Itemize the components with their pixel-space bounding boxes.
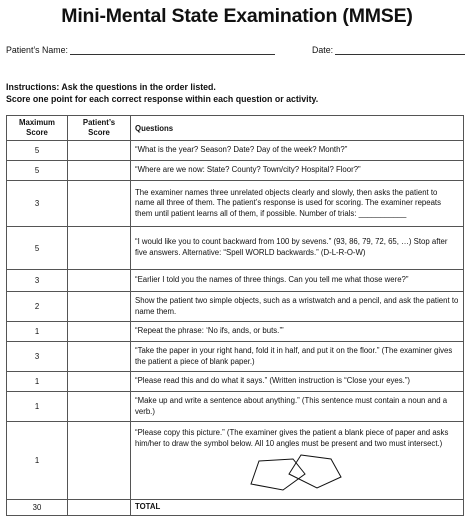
date-field[interactable] [312,45,465,55]
total-label: TOTAL [131,500,464,516]
patient-score-cell[interactable] [68,392,131,422]
pentagon-right [289,455,341,488]
max-score-cell: 5 [7,161,68,181]
header-patient-score: Patient’s Score [68,116,131,141]
max-score-cell: 1 [7,392,68,422]
max-score-cell: 2 [7,292,68,322]
instructions-line-2: Score one point for each correct response within each question or activity. [6,94,319,104]
table-row [7,372,464,392]
pentagon-left [251,459,305,490]
instructions-line-1: Instructions: Ask the questions in the order listed. [6,82,216,92]
table-row [7,141,464,161]
patient-score-cell[interactable] [68,342,131,372]
total-row [7,500,464,516]
question-cell: “Please read this and do what it says.” (Written instruction is “Close your eyes.”) [131,372,464,392]
table-row [7,227,464,270]
patient-name-field[interactable] [6,45,275,55]
patient-score-cell[interactable] [68,141,131,161]
max-score-cell: 5 [7,141,68,161]
patient-score-cell[interactable] [68,372,131,392]
mmse-table [6,115,464,516]
question-cell: “Repeat the phrase: ‘No ifs, ands, or buts.’” [131,322,464,342]
question-cell: “Where are we now: State? County? Town/city? Hospital? Floor?” [131,161,464,181]
intersecting-pentagons-figure [245,452,349,492]
max-score-cell: 5 [7,227,68,270]
date-label: Date: [312,45,334,55]
question-cell: Show the patient two simple objects, such as a wristwatch and a pencil, and ask the patient to name them. [131,292,464,322]
patient-name-label: Patient’s Name: [6,45,68,55]
max-score-cell: 1 [7,422,68,500]
total-patient-score-cell[interactable] [68,500,131,516]
max-score-cell: 1 [7,322,68,342]
table-row [7,292,464,322]
table-row [7,270,464,292]
header-questions: Questions [131,116,464,141]
question-cell: “Earlier I told you the names of three things. Can you tell me what those were?” [131,270,464,292]
patient-name-line[interactable] [70,45,275,55]
question-cell: The examiner names three unrelated objects clearly and slowly, then asks the patient to name all three of them. The patient’s response is used for scoring. The examiner repeats them until patient learns all of them, if possible. Number of trials: ___________ [131,181,464,227]
page-title: Mini-Mental State Examination (MMSE) [61,5,413,27]
max-score-cell: 3 [7,342,68,372]
instructions [6,81,318,105]
table-row [7,342,464,372]
question-cell [131,422,464,500]
patient-score-cell[interactable] [68,422,131,500]
header-max-score: Maximum Score [7,116,68,141]
question-cell: “What is the year? Season? Date? Day of the week? Month?” [131,141,464,161]
table-row [7,322,464,342]
total-max-score-cell: 30 [7,500,68,516]
max-score-cell: 1 [7,372,68,392]
patient-score-cell[interactable] [68,161,131,181]
table-row [7,181,464,227]
question-cell: “I would like you to count backward from 100 by sevens.” (93, 86, 79, 72, 65, …) Stop after five answers. Alternative: “Spell WORLD backwards.” (D-L-R-O-W) [131,227,464,270]
patient-score-cell[interactable] [68,292,131,322]
patient-score-cell[interactable] [68,227,131,270]
table-row [7,161,464,181]
table-row [7,422,464,500]
question-text: “Please copy this picture.” (The examiner gives the patient a blank piece of paper and asks him/her to draw the symbol below. All 10 angles must be present and two must intersect.) [135,427,449,448]
patient-score-cell[interactable] [68,181,131,227]
question-cell: “Take the paper in your right hand, fold it in half, and put it on the floor.” (The examiner gives the patient a piece of blank paper.) [131,342,464,372]
max-score-cell: 3 [7,181,68,227]
max-score-cell: 3 [7,270,68,292]
table-row [7,392,464,422]
patient-score-cell[interactable] [68,322,131,342]
patient-score-cell[interactable] [68,270,131,292]
date-line[interactable] [335,45,465,55]
table-header-row [7,116,464,141]
question-cell: “Make up and write a sentence about anything.” (This sentence must contain a noun and a verb.) [131,392,464,422]
